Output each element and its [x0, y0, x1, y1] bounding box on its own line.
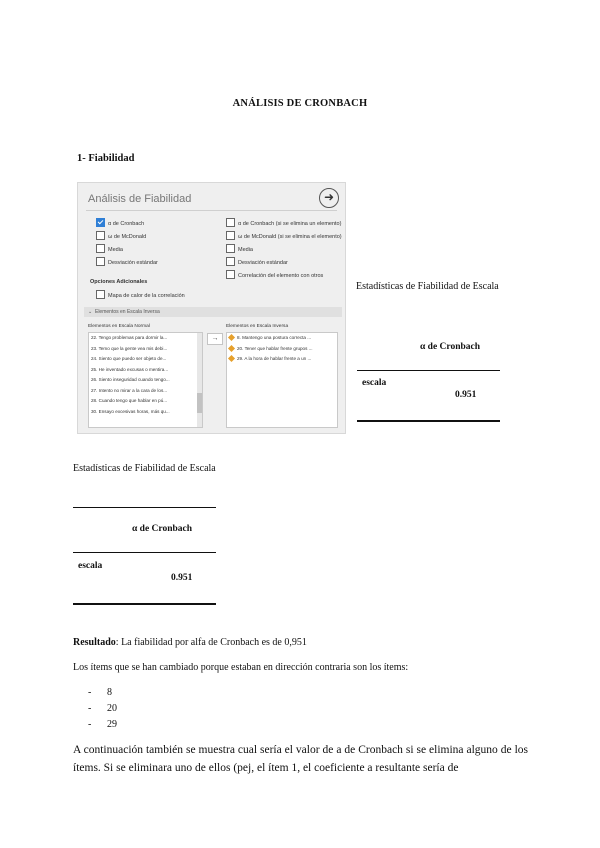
pencil-icon	[228, 334, 235, 341]
panel-divider	[86, 210, 337, 211]
section-heading: 1- Fiabilidad	[77, 153, 135, 164]
checkbox[interactable]	[96, 231, 105, 240]
checkbox[interactable]	[96, 218, 105, 227]
list-item[interactable]: 25. He inventado excusas o mentira...	[91, 366, 169, 372]
stats-column-header-left: α de Cronbach	[132, 524, 193, 534]
option-label: Media	[238, 246, 253, 253]
option-label: ω de McDonald	[108, 233, 147, 240]
checkbox[interactable]	[226, 244, 235, 253]
checkbox[interactable]	[226, 218, 235, 227]
option-left[interactable]	[96, 232, 146, 241]
result-label: Resultado	[73, 637, 116, 648]
stats-caption-right: Estadísticas de Fiabilidad de Escala	[356, 281, 499, 292]
pencil-icon	[228, 345, 235, 352]
normal-items-list[interactable]	[88, 332, 203, 428]
checkbox[interactable]	[96, 257, 105, 266]
option-label: Correlación del elemento con otros	[238, 272, 324, 279]
result-paragraph	[73, 637, 307, 648]
table-rule	[357, 420, 500, 422]
list-item[interactable]: 27. Intento no mirar a la cara de los...	[91, 387, 168, 393]
list-item-label: 8. Mantengo una postura correcta ...	[237, 335, 312, 340]
checkbox[interactable]	[226, 257, 235, 266]
list-item[interactable]	[227, 333, 337, 344]
option-right[interactable]	[226, 219, 341, 228]
list-item[interactable]: 30. Ensayo excesivas horas, más qu...	[91, 408, 170, 414]
list-item[interactable]: 23. Temo que la gente vea mis debi...	[91, 345, 168, 351]
stats-row-label-left: escala	[78, 561, 103, 571]
reliability-analysis-panel	[77, 182, 346, 434]
option-label: α de Cronbach (si se elimina un elemento)	[238, 220, 342, 227]
list-item	[88, 703, 117, 714]
pencil-icon	[228, 355, 235, 362]
option-label: Desviación estándar	[108, 259, 158, 266]
bullet-dash: -	[88, 687, 92, 698]
result-text: : La fiabilidad por alfa de Cronbach es de 0,951	[115, 637, 307, 648]
heatmap-checkbox[interactable]	[96, 290, 105, 299]
list-item-value: 29	[107, 719, 117, 730]
body-paragraph: A continuación también se muestra cual sería el valor de a de Cronbach si se elimina alguno de los ítems. Si se eliminara uno de ellos (pej, el ítem 1, el coeficiente a resultante sería de	[73, 744, 528, 774]
list-item-label: 20. Tener que hablar frente grupos ...	[237, 345, 313, 351]
additional-options-heading: Opciones Adicionales	[90, 279, 148, 285]
table-rule	[357, 370, 500, 371]
document-title: ANÁLISIS DE CRONBACH	[232, 98, 368, 109]
scroll-thumb[interactable]	[197, 393, 202, 413]
normal-items-header: Elementos en Escala Normal	[88, 324, 150, 329]
stats-caption-left: Estadísticas de Fiabilidad de Escala	[73, 463, 216, 474]
checkbox[interactable]	[226, 270, 235, 279]
list-item	[88, 719, 117, 730]
list-item[interactable]	[227, 354, 337, 365]
collapse-label: Elementos en Escala Inversa	[94, 309, 160, 315]
bullet-dash: -	[88, 703, 92, 714]
chevron-down-icon: ⌄	[88, 309, 93, 315]
option-left[interactable]	[96, 258, 158, 267]
option-label: α de Cronbach	[108, 220, 145, 227]
inverse-items-list[interactable]	[226, 332, 338, 428]
option-left[interactable]	[96, 245, 123, 254]
stats-column-header-right: α de Cronbach	[420, 342, 481, 352]
stats-row-label-right: escala	[362, 378, 387, 388]
option-right[interactable]	[226, 245, 253, 254]
option-right[interactable]	[226, 271, 323, 280]
option-right[interactable]	[226, 232, 342, 241]
bullet-dash: -	[88, 719, 92, 730]
heatmap-option-label: Mapa de calor de la correlación	[108, 292, 185, 299]
list-item[interactable]	[227, 344, 337, 355]
panel-title: Análisis de Fiabilidad	[88, 193, 192, 205]
items-intro: Los ítems que se han cambiado porque estaban en dirección contraria son los ítems:	[73, 662, 409, 673]
checkbox[interactable]	[226, 231, 235, 240]
table-rule	[73, 507, 216, 508]
inverse-items-collapse-header[interactable]	[84, 307, 342, 317]
list-item	[88, 687, 112, 698]
list-item[interactable]: 22. Tengo problemas para dormir la...	[91, 335, 168, 340]
arrow-right-circle-icon[interactable]: ➜	[319, 188, 339, 208]
normal-list-scrollbar[interactable]	[197, 333, 202, 427]
inverse-items-header: Elementos en Escala Inversa	[226, 324, 289, 329]
option-left[interactable]	[96, 219, 144, 228]
heatmap-option[interactable]	[96, 291, 185, 300]
list-item[interactable]: 28. Cuando tengo que hablar en pú...	[91, 398, 168, 403]
checkbox[interactable]	[96, 244, 105, 253]
list-item-value: 8	[107, 687, 112, 698]
option-label: Desviación estándar	[238, 259, 288, 266]
stats-value-right: 0.951	[455, 390, 477, 400]
option-right[interactable]	[226, 258, 288, 267]
move-item-button[interactable]: →	[207, 333, 223, 345]
stats-value-left: 0.951	[171, 573, 193, 583]
table-rule	[73, 603, 216, 605]
option-label: Media	[108, 246, 123, 253]
list-item[interactable]: 26. Siento inseguridad cuando tengo...	[91, 377, 170, 382]
list-item-label: 29. A la hora de hablar frente a un ...	[237, 356, 312, 361]
table-rule	[73, 552, 216, 553]
list-item[interactable]: 24. Siento que puedo ser objeto de...	[91, 356, 167, 361]
option-label: ω de McDonald (si se elimina el elemento)	[238, 233, 342, 240]
list-item-value: 20	[107, 703, 117, 714]
